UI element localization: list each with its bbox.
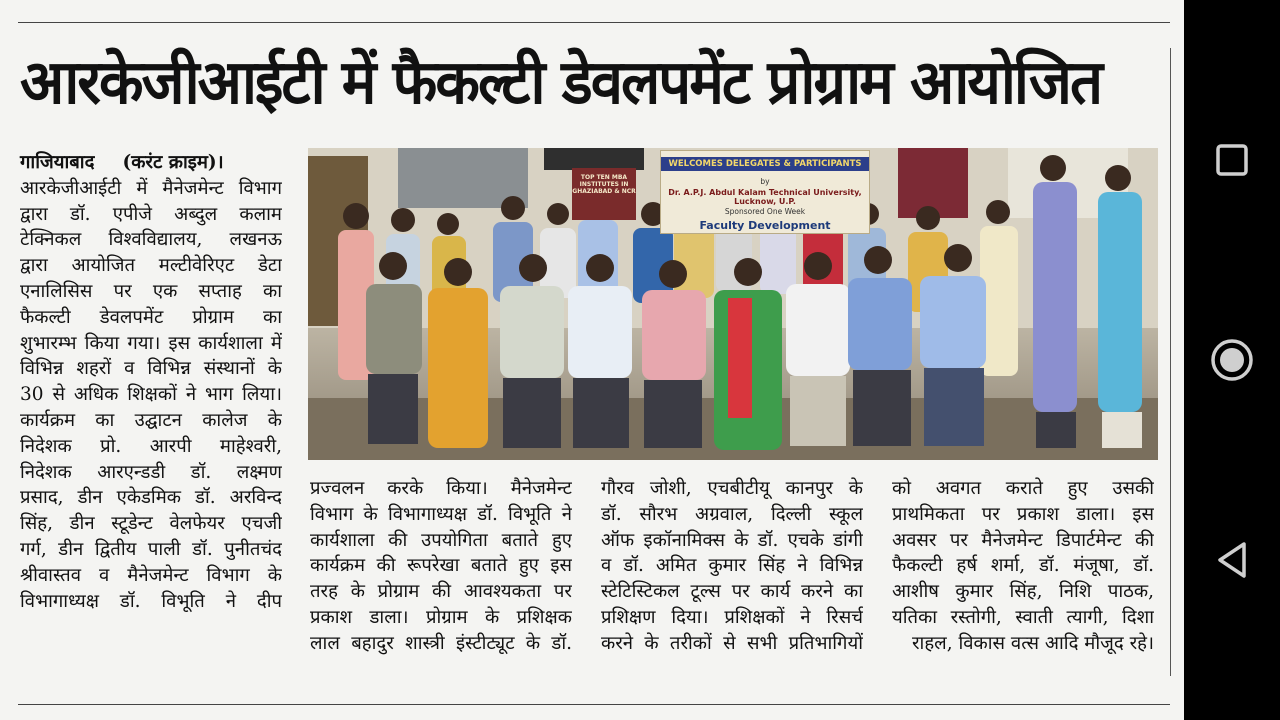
- text-line: शुभारम्भ किया गया। इस कार्यशाला में: [20, 332, 282, 354]
- text-line: विभिन्न शहरों व विभिन्न संस्थानों के: [20, 358, 282, 380]
- banner-line-2: by: [760, 177, 770, 186]
- text-line: सिंह, डीन स्टूडेन्ट वेलफेयर एचजी: [20, 513, 282, 535]
- text-line: प्रज्वलन करके किया। मैनेजमेन्ट: [310, 478, 572, 499]
- text-line: डॉ. सौरभ अग्रवाल, दिल्ली स्कूल: [601, 503, 863, 525]
- home-button[interactable]: [1204, 332, 1260, 388]
- text-line: अवसर पर मैनेजमेन्ट डिपार्टमेन्ट की: [892, 529, 1154, 551]
- text-line: गौरव जोशी, एचबीटीयू कानपुर के: [601, 478, 863, 499]
- dateline-source: (करंट क्राइम)।: [122, 152, 224, 173]
- text-line: फैकल्टी डेवलपमेंट प्रोग्राम का: [20, 306, 282, 328]
- text-line: आशीष कुमार सिंह, निशि पाठक,: [892, 581, 1154, 603]
- back-button[interactable]: [1204, 532, 1260, 588]
- recents-button[interactable]: [1204, 132, 1260, 188]
- column-1-body: [20, 176, 282, 615]
- circle-icon: [1204, 332, 1260, 388]
- text-line: व डॉ. अमित कुमार सिंह ने विभिन्न: [601, 555, 863, 577]
- text-line: द्वारा आयोजित मल्टीवेरिएट डेटा: [20, 255, 282, 277]
- welcome-banner: [660, 150, 870, 234]
- text-line: प्रसाद, डीन एकेडमिक डॉ. अरविन्द: [20, 487, 282, 509]
- dateline: [20, 150, 282, 176]
- text-line: विभागाध्यक्ष डॉ. विभूति ने दीप: [20, 590, 282, 612]
- text-line: एनालिसिस पर एक सप्ताह का: [20, 280, 282, 302]
- top-rule: [18, 22, 1170, 23]
- android-navigation-bar: [1184, 0, 1280, 720]
- text-line: कार्यक्रम का उद्घाटन कालेज के: [20, 409, 282, 431]
- text-line: विभाग के विभागाध्यक्ष डॉ. विभूति ने: [310, 503, 572, 525]
- text-line: राहल, विकास वत्स आदि मौजूद रहे।: [911, 632, 1154, 654]
- text-line: लाल बहादुर शास्त्री इंस्टीट्यूट के डॉ.: [310, 632, 572, 654]
- text-line: कार्यक्रम की रूपरेखा बताते हुए इस: [310, 555, 572, 577]
- article-column-2: [310, 476, 572, 657]
- text-line: टेक्निकल विश्वविद्यालय, लखनऊ: [20, 229, 282, 251]
- text-line: कार्यशाला की उपयोगिता बताते हुए: [310, 529, 572, 551]
- text-line: प्रशिक्षण दिया। प्रशिक्षकों ने रिसर्च: [601, 606, 863, 628]
- article-column-4: [892, 476, 1154, 657]
- text-line: प्रकाश डाला। प्रोग्राम के प्रशिक्षक: [310, 606, 572, 628]
- banner-line-4: Sponsored One Week: [724, 207, 806, 216]
- right-column-rule: [1170, 48, 1171, 676]
- text-line: को अवगत कराते हुए उसकी: [892, 478, 1154, 499]
- banner-line-1: WELCOMES DELEGATES & PARTICIPANTS: [661, 157, 869, 171]
- text-line: फैकल्टी हर्ष शर्मा, डॉ. मंजूषा, डॉ.: [892, 555, 1154, 577]
- text-line: आरकेजीआईटी में मैनेजमेन्ट विभाग: [20, 177, 282, 199]
- banner-line-5: Faculty Development: [699, 219, 831, 232]
- text-line: प्राथमिकता पर प्रकाश डाला। इस: [892, 503, 1154, 525]
- text-line: करने के तरीकों से सभी प्रतिभागियों: [601, 632, 863, 654]
- text-line: तरह के प्रोग्राम की आवश्यकता पर: [310, 581, 572, 603]
- text-line: निदेशक आरएन्डडी डॉ. लक्ष्मण: [20, 461, 282, 483]
- text-line: द्वारा डॉ. एपीजे अब्दुल कलाम: [20, 203, 282, 225]
- group-photo: [308, 148, 1158, 460]
- banner-line-3: Dr. A.P.J. Abdul Kalam Technical University, Lucknow, U.P.: [668, 188, 862, 206]
- text-line: यतिका रस्तोगी, स्वाती त्यागी, दिशा: [892, 606, 1154, 628]
- article-column-1: [20, 150, 282, 614]
- text-line: निदेशक प्रो. आरपी माहेश्वरी,: [20, 435, 282, 457]
- text-line: गर्ग, डीन द्वितीय पाली डॉ. पुनीतचंद: [20, 538, 282, 560]
- text-line: स्टेटिस्टिकल टूल्स पर कार्य करने का: [601, 581, 863, 603]
- text-line: श्रीवास्तव व मैनेजमेन्ट विभाग के: [20, 564, 282, 586]
- dateline-place: गाजियाबाद: [20, 152, 95, 173]
- article-column-3: [601, 476, 863, 657]
- wall-poster: TOP TEN MBA INSTITUTES IN GHAZIABAD & NCR: [572, 168, 636, 220]
- text-line: 30 से अधिक शिक्षकों ने भाग लिया।: [20, 384, 282, 406]
- text-line: ऑफ इकॉनामिक्स के डॉ. एचके डांगी: [601, 529, 863, 551]
- square-icon: [1204, 132, 1260, 188]
- triangle-back-icon: [1204, 532, 1260, 588]
- bottom-rule: [18, 704, 1170, 705]
- headline: आरकेजीआईटी में फैकल्टी डेवलपमेंट प्रोग्राम आयोजित: [20, 46, 1102, 118]
